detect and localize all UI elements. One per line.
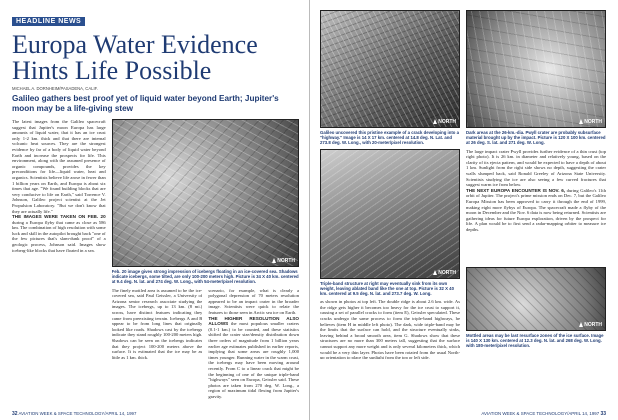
column-a-tail [320, 299, 460, 359]
column-b-continued [466, 188, 606, 233]
subhead-next-encounter: THE NEXT EUROPA ENCOUNTER IS NOV. 6, [466, 187, 566, 193]
mottled-area-image [466, 267, 606, 331]
left-columns [12, 119, 299, 419]
column-3-body: scenario, for example, what is clearly a polygonal depression of 70 meters resolution appeared to be an impact crater in the broader image. Scientists were quick to relate the features to those seen in Arctic sea ice on Earth. [208, 287, 299, 315]
figure-2-caption: Galileo uncovered this pristine example of a crack developing into a "highway." Image is 14 X 17 km. centered at 14.8 deg. N. Lat. and 273.8 deg. W. Long., with 20-meter/pixel resolution. [320, 130, 459, 146]
north-arrow-label: NORTH [579, 322, 602, 328]
right-page [309, 0, 618, 420]
column-3-continued [208, 316, 299, 400]
column-a-body: as shown in photos at top left. The double ridge is about 2.6 km. wide. As the ridge gets higher it becomes too heavy for the ice crust to support it, causing a set of parallel cracks to form (item E), Geissler speculated. These cracks undergo the same process to form the triple-band highways, he believes (item H in middle left photo). The dark, wide triple-band may be the limits that the surface can hold, and the structure eventually sinks, leaving behind a broad smooth area, item G. Shadows show that these structures are no more than 300 meters tall, suggesting that the surface cannot support any more weight and is only several kilometers thick, which would be a very thin layer. Photos have been rotated from the usual North-up orientation to place the sunlight from the top or left side. [320, 299, 460, 360]
column-b-text [466, 149, 606, 267]
highway-figure [320, 10, 460, 149]
subhead-feb-20: THE IMAGES WERE TAKEN ON FEB. 20 [12, 214, 106, 220]
north-arrow-label: NORTH [579, 119, 602, 125]
footer-publication-left: AVIATION WEEK & SPACE TECHNOLOGY/APRIL 14, 1997 [18, 411, 137, 416]
byline: MICHAEL A. DORNHEIM/PASADENA, CALIF. [12, 86, 98, 91]
triple-band-column [320, 149, 460, 360]
columns-below-figure [112, 288, 299, 402]
column-1-continued [12, 214, 106, 253]
column-1 [12, 119, 106, 419]
figure-1-caption: Feb. 20 image gives strong impression of icebergs floating in an ice-covered sea. Shadows indicate icebergs, some tilted, are only 100-200 meters high. Picture is 34 X 40 km. centered at 9.4 deg. N. lat. and 274 deg. W. Long., with 54-meter/pixel resolution. [111, 269, 299, 285]
page-number-right: 33 [600, 411, 606, 417]
column-b-body-2: during Galileo's 11th orbit of Jupiter. The project's prime mission ends on Dec. 7, but the Galileo Europa Mission has been approved to carry it through the end of 1999, making eight more flybys of Europa. The spacecraft made a flyby of the moon in December and the Nov. 6 data is now being returned. Scientists are gathering ideas for future Europa exploration, driven by the prospect for life. A plan would be to first send a radar-mapping orbiter to measure ice depths. [466, 187, 606, 232]
figure-5-caption: Mottled areas may be last resurface zones of the ice surface. Image is 140 X 130 km. centered at 12.3 deg. N. lat. and 268 deg. W. Long. with 180-meter/pixel resolution. [466, 332, 604, 349]
article-headline [12, 32, 299, 84]
column-b-body: The large impact crater Pwyll provides further evidence of a thin crust (top right photo). It is 26 km. in diameter and relatively young, based on the clarity of its ejecta pattern, and would be expected to have a depth of about 1 km. Sunlight from the right side shows no depth, suggesting the crater walls slumped back, said Ronald Greeley of Arizona State University. Scientists studying the ice are also seeing a few curved fractures that suggest warm ice from below. [466, 148, 606, 188]
figure-4-caption: Triple-band structure at right may eventually sink from its own weight, leaving ablated band like the one at top. Picture is 32 X 40 km. centered at 9.5 deg. N. lat. and 273.7 deg. W. Long. [320, 280, 454, 297]
headline-line-1: Europa Water Evidence [12, 30, 258, 59]
section-kicker: HEADLINE NEWS [12, 17, 85, 26]
north-arrow-label: NORTH [433, 119, 456, 125]
figure-3-caption: Dark areas at the 26-km.-dia. Pwyll crater are probably subsurface material brought up by the impact. Picture is 120 X 100 km. centered at 26 deg. S. lat. and 271 deg. W. Long. [466, 130, 606, 146]
top-figures-row [320, 10, 606, 149]
footer-publication-right: AVIATION WEEK & SPACE TECHNOLOGY/APRIL 14, 1997 [481, 411, 600, 416]
right-footer [310, 411, 618, 417]
column-1-body: The latest images from the Galileo spacecraft suggest that Jupiter's moon Europa has large amounts of liquid water, that it has an ice crust only 1-2 km. thick and that there are internal volcanic heat sources. They are the strongest evidence by far of a body of liquid water beyond Earth and increase the prospects for life. This environment, along with the assumed presence of organic compounds, provides the key preconditions for life—liquid water, heat and organics. Scientists believe life arose in fewer than 1 billion years on Earth, and Europa is about six times that age. "We found building blocks that are very conducive to life on Earth," said Torrence V. Johnson, Galileo project scientist at the Jet Propulsion Laboratory. "But we don't know that they are actually life." [12, 119, 106, 214]
column-2-body: The finely mottled area is assumed to be the ice-covered sea, said Paul Geissler, a University of Arizona senior research associate studying the images. The icebergs, up to 13 km. (8 mi.) across, have distinct features indicating they came from preexisting terrain. Icebergs A and B appear to be from long lines that originally looked like roads. Shadows cast by the icebergs indicate they stand roughly 100-200 meters high. Shadows can be seen on the icebergs indicates that they project 100-200 meters above the surface. It is estimated that the ice may be as little as 1 km. thick. [111, 287, 203, 360]
pwyll-crater-image [466, 10, 606, 128]
page-number-left: 32 [12, 411, 18, 417]
triple-band-image [320, 149, 460, 279]
column-2-3-group [112, 119, 299, 419]
subhead-higher-resolution: THE HIGHER RESOLUTION ALSO ALLOWS [208, 315, 299, 327]
column-3-body-2: the most populous smaller craters (0.1-1 km.) to be counted, and these statistics shifted the crater size/density distribution down three orders of magnitude from 1 billion years earlier age estimates published in earlier reports, implying that some areas are roughly 1,000 times younger. Running water in the warm crust, the icebergs may have been moving around recently. From C to a linear crack that might be the beginning of one of the unique triple-band "highways" seen on Europa, Geissler said. These photos are taken from 270 deg. W. Long., a region of maximum tidal flexing from Jupiter's gravity. [208, 321, 299, 399]
iceberg-image [112, 119, 299, 267]
lower-row [320, 149, 606, 360]
crater-figure [466, 10, 606, 149]
column-3 [208, 288, 299, 402]
north-arrow-label: NORTH [272, 258, 295, 264]
text-column-b [466, 149, 606, 360]
headline-line-2: Hints Life Possible [12, 56, 212, 85]
left-footer [0, 411, 309, 417]
crack-highway-image [320, 10, 460, 128]
north-arrow-label: NORTH [433, 270, 456, 276]
column-1-body-2: during a Europa flyby that came as close as 586 km. The combination of high resolution with some luck and skill in the autopilot brought back "one of the few pictures that's slam-dunk proof" of a geologic process, Johnson said. Images show iceberg-like blocks that have floated in a sea. [12, 219, 106, 253]
column-2 [112, 288, 203, 402]
deck-subheadline: Galileo gathers best proof yet of liquid water beyond Earth; Jupiter's moon may be a life-giving stew [12, 94, 279, 113]
